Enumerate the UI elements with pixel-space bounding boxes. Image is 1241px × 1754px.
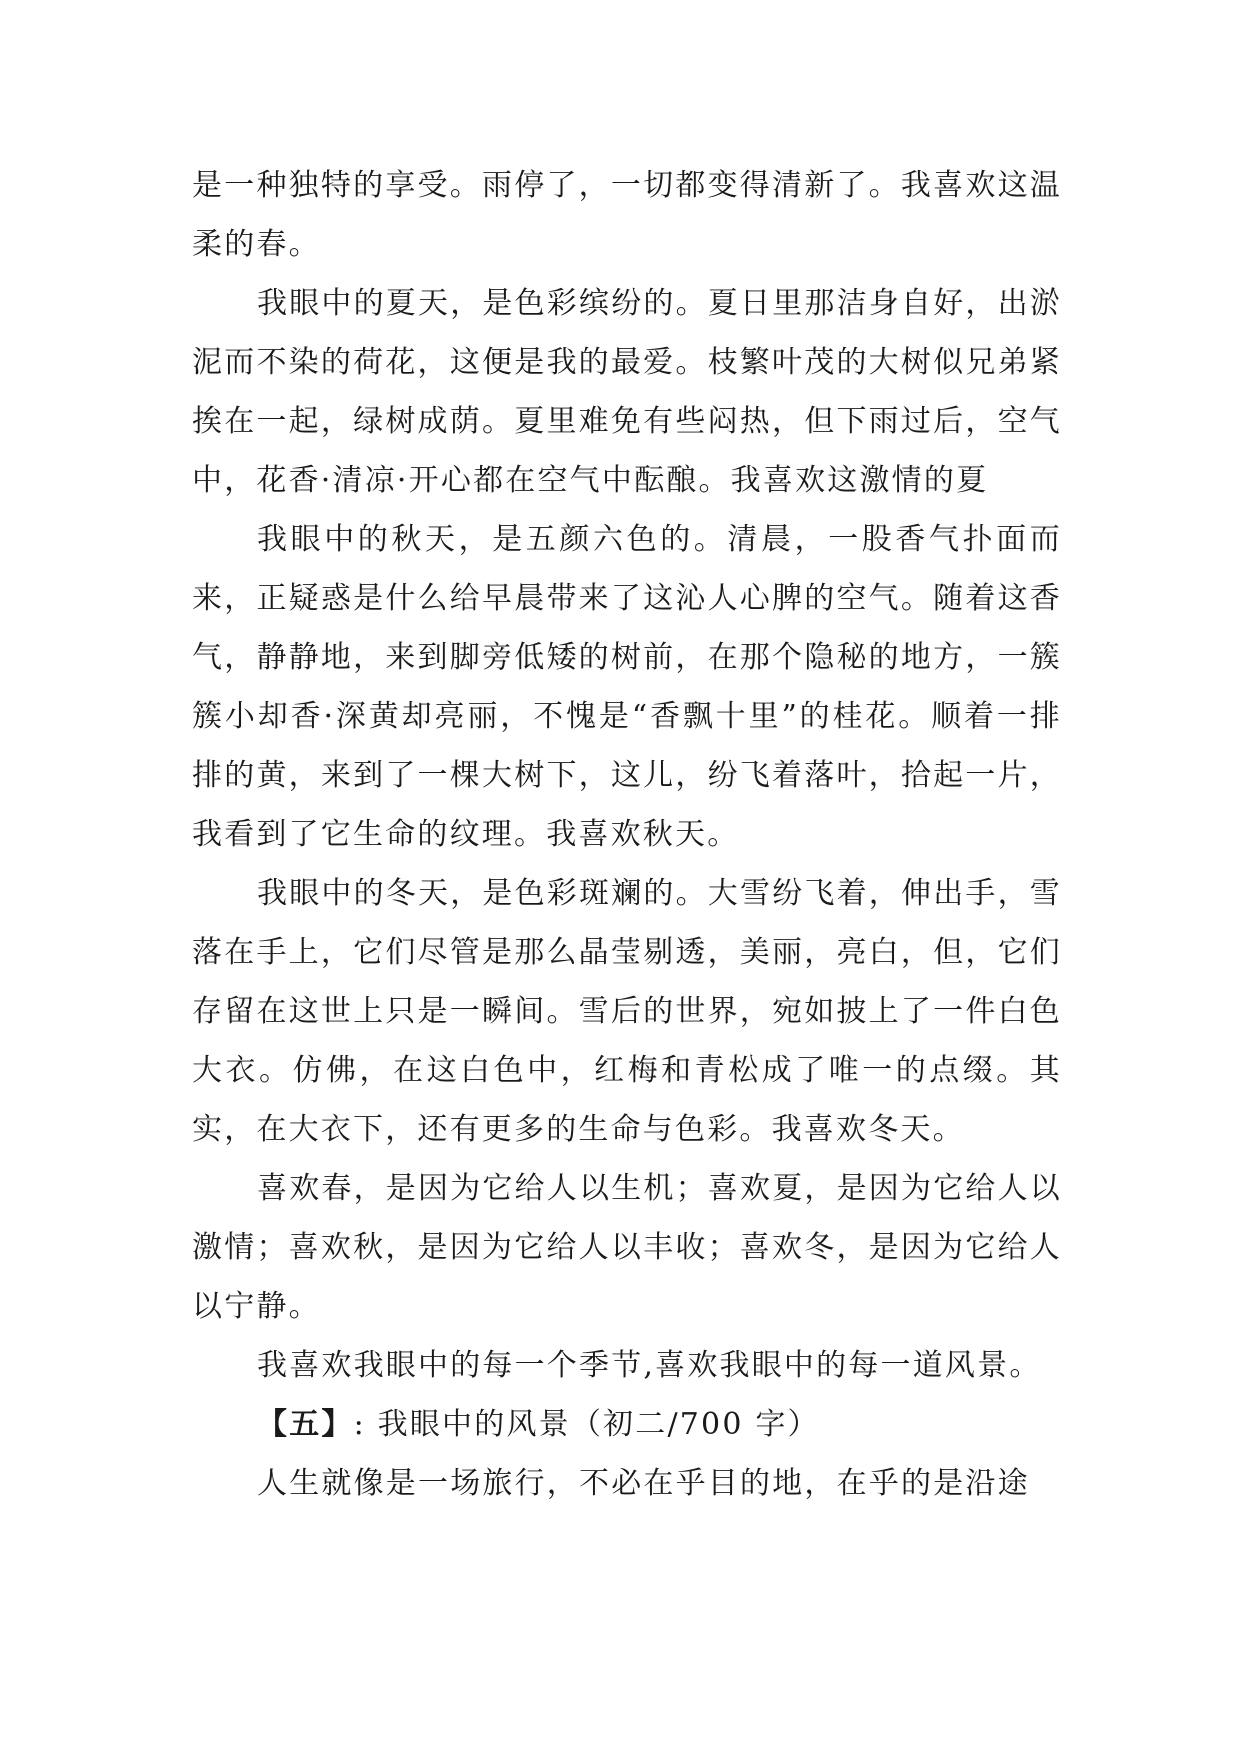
paragraph-conclusion: 我喜欢我眼中的每一个季节,喜欢我眼中的每一道风景。: [257, 1348, 1042, 1383]
section-heading-title: : 我眼中的风景（初二/700 字）: [353, 1407, 820, 1442]
paragraph-winter: 我眼中的冬天，是色彩斑斓的。大雪纷飞着，伸出手，雪落在手上，它们尽管是那么晶莹剔透，美丽，亮白，但，它们存留在这世上只是一瞬间。雪后的世界，宛如披上了一件白色大衣。仿佛，在这白色中，红梅和青松成了唯一的点缀。其实，在大衣下，还有更多的生命与色彩。我喜欢冬天。: [192, 876, 1062, 1147]
section-heading: [192, 1395, 1062, 1454]
paragraph-new-essay-start: 人生就像是一场旅行，不必在乎目的地，在乎的是沿途: [257, 1466, 1030, 1501]
paragraph-autumn: 我眼中的秋天，是五颜六色的。清晨，一股香气扑面而来，正疑惑是什么给早晨带来了这沁人心脾的空气。随着这香气，静静地，来到脚旁低矮的树前，在那个隐秘的地方，一簇簇小却香·深黄却亮丽，不愧是“香飘十里”的桂花。顺着一排排的黄，来到了一棵大树下，这儿，纷飞着落叶，拾起一片，我看到了它生命的纹理。我喜欢秋天。: [192, 522, 1062, 852]
paragraph-seasons-summary: 喜欢春，是因为它给人以生机；喜欢夏，是因为它给人以激情；喜欢秋，是因为它给人以丰收；喜欢冬，是因为它给人以宁静。: [192, 1171, 1062, 1324]
paragraph-summer: 我眼中的夏天，是色彩缤纷的。夏日里那洁身自好，出淤泥而不染的荷花，这便是我的最爱。枝繁叶茂的大树似兄弟紧挨在一起，绿树成荫。夏里难免有些闷热，但下雨过后，空气中，花香·清凉·开心都在空气中酝酿。我喜欢这激情的夏: [192, 286, 1062, 498]
paragraph-spring-ending: 是一种独特的享受。雨停了，一切都变得清新了。我喜欢这温柔的春。: [192, 168, 1062, 262]
section-heading-label: 【五】: [257, 1407, 354, 1442]
document-body: [192, 156, 1062, 1513]
